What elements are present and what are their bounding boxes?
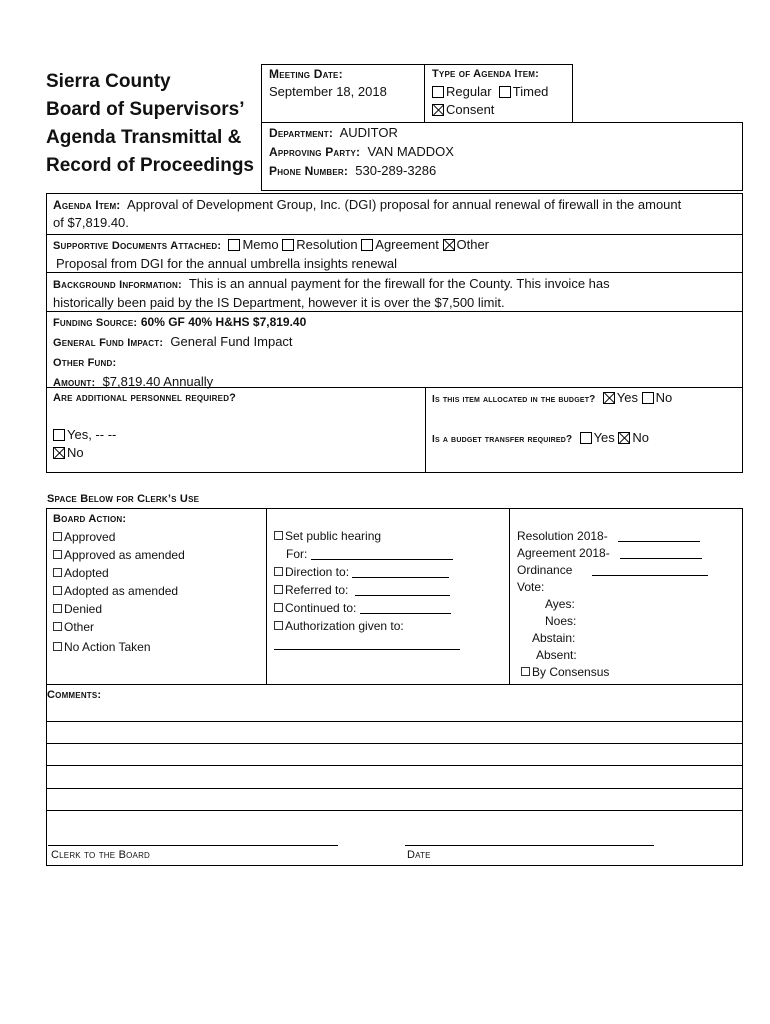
consent-checkbox[interactable] (432, 104, 444, 116)
personnel-yes-checkbox[interactable] (53, 429, 65, 441)
action-label: Approved (64, 530, 116, 544)
approved-checkbox[interactable] (53, 532, 62, 541)
resolution-label: Resolution (296, 237, 358, 252)
title-line: Sierra County (46, 71, 171, 92)
hearing-column (274, 527, 460, 653)
resolution-checkbox[interactable] (282, 239, 294, 251)
budget-section (432, 389, 672, 449)
set-hearing-checkbox[interactable] (274, 531, 283, 540)
date-signature-label: Date (407, 849, 431, 861)
regular-label: Regular (446, 84, 492, 99)
resolution-field[interactable] (618, 529, 700, 542)
action-approved[interactable] (53, 528, 185, 546)
other-fund-label: Other Fund: (53, 357, 117, 369)
no-action-checkbox[interactable] (53, 642, 62, 651)
comments-label: Comments: (47, 689, 102, 701)
noes-label: Noes: (545, 614, 577, 628)
timed-checkbox[interactable] (499, 86, 511, 98)
agreement-label: Agreement 2018- (517, 546, 610, 560)
transfer-no-label: No (632, 430, 650, 445)
date-signature-line[interactable] (405, 845, 654, 846)
continued-label: Continued to: (285, 601, 357, 615)
budget-allocated-label: Is this item allocated in the budget? (432, 394, 596, 405)
personnel-no-label: No (67, 445, 84, 460)
abstain-label: Abstain: (532, 631, 576, 645)
clerk-signature-label: Clerk to the Board (51, 849, 151, 861)
action-label: Denied (64, 602, 103, 616)
supportive-note: Proposal from DGI for the annual umbrella insights renewal (56, 256, 398, 271)
action-label: No Action Taken (64, 640, 151, 654)
consensus-checkbox[interactable] (521, 667, 530, 676)
title-line: Record of Proceedings (46, 155, 254, 176)
funding-source-value: 60% GF 40% H&HS $7,819.40 (140, 315, 307, 329)
board-action-label: Board Action: (53, 513, 127, 525)
personnel-no-checkbox[interactable] (53, 447, 65, 459)
budget-no-label: No (655, 390, 673, 405)
budget-yes-label: Yes (616, 390, 638, 405)
background-section (53, 275, 610, 312)
board-action-column (53, 511, 185, 656)
regular-checkbox[interactable] (432, 86, 444, 98)
clerk-use-label: Space Below for Clerk’s Use (47, 493, 200, 505)
action-other[interactable] (53, 618, 185, 636)
meeting-date-label: Meeting Date: (269, 67, 343, 81)
title-line: Board of Supervisors’ (46, 99, 245, 120)
budget-no-checkbox[interactable] (642, 392, 654, 404)
direction-checkbox[interactable] (274, 567, 283, 576)
form-title (46, 68, 261, 180)
agenda-item-section (53, 196, 681, 232)
continued-field[interactable] (360, 601, 451, 614)
ordinance-field[interactable] (592, 563, 708, 576)
agreement-checkbox[interactable] (361, 239, 373, 251)
agenda-type-section (432, 66, 548, 119)
department-label: Department: (269, 126, 334, 140)
budget-transfer-label: Is a budget transfer required? (432, 434, 573, 445)
phone-value: 530-289-3286 (355, 163, 437, 178)
agenda-item-label: Agenda Item: (53, 198, 121, 212)
amount-value: $7,819.40 Annually (102, 374, 214, 389)
approving-party-label: Approving Party: (269, 145, 361, 159)
phone-label: Phone Number: (269, 164, 349, 178)
consent-row (432, 101, 548, 119)
amount-label: Amount: (53, 377, 96, 389)
clerk-signature-line[interactable] (48, 845, 338, 846)
vote-column (517, 527, 708, 681)
personnel-label: Are additional personnel required? (53, 392, 237, 404)
funding-section (53, 313, 306, 392)
meeting-date-section (269, 66, 387, 101)
action-label: Approved as amended (64, 548, 185, 562)
other-checkbox[interactable] (443, 239, 455, 251)
supportive-docs-label: Supportive Documents Attached: (53, 240, 222, 252)
approving-party-value: VAN MADDOX (367, 144, 454, 159)
memo-checkbox[interactable] (228, 239, 240, 251)
transfer-yes-checkbox[interactable] (580, 432, 592, 444)
general-fund-impact-label: General Fund Impact: (53, 337, 164, 349)
direction-label: Direction to: (285, 565, 350, 579)
transfer-no-checkbox[interactable] (618, 432, 630, 444)
department-value: AUDITOR (339, 125, 398, 140)
agreement-label: Agreement (375, 237, 439, 252)
authorization-checkbox[interactable] (274, 621, 283, 630)
meeting-date-value: September 18, 2018 (269, 84, 387, 99)
referred-checkbox[interactable] (274, 585, 283, 594)
referred-label: Referred to: (285, 583, 349, 597)
other-action-checkbox[interactable] (53, 622, 62, 631)
consensus-label: By Consensus (532, 665, 610, 679)
for-label: For: (286, 547, 308, 561)
action-approved-amended[interactable] (53, 546, 185, 564)
adopted-amended-checkbox[interactable] (53, 586, 62, 595)
adopted-checkbox[interactable] (53, 568, 62, 577)
background-text: This is an annual payment for the firewall for the County. This invoice has (188, 276, 610, 291)
referred-field[interactable] (355, 583, 450, 596)
background-text-2: historically been paid by the IS Department, however it is over the $7,500 limit. (53, 295, 505, 310)
other-label: Other (456, 237, 490, 252)
vote-label: Vote: (517, 580, 545, 594)
action-no-action[interactable] (53, 638, 185, 656)
ayes-label: Ayes: (545, 597, 575, 611)
funding-source-label: Funding Source: (53, 317, 138, 329)
continued-checkbox[interactable] (274, 603, 283, 612)
absent-label: Absent: (536, 648, 577, 662)
consent-label: Consent (446, 102, 495, 117)
transfer-yes-label: Yes (593, 430, 615, 445)
action-adopted[interactable] (53, 564, 185, 582)
agenda-item-text-2: of $7,819.40. (53, 215, 129, 230)
agenda-type-row (432, 83, 548, 101)
action-label: Adopted (64, 566, 109, 580)
action-label: Other (64, 620, 95, 634)
memo-label: Memo (242, 237, 279, 252)
personnel-yes-label: Yes, -- -- (67, 427, 117, 442)
action-denied[interactable] (53, 600, 185, 618)
ordinance-label: Ordinance (517, 563, 573, 577)
for-field[interactable] (311, 547, 453, 560)
action-adopted-amended[interactable] (53, 582, 185, 600)
general-fund-impact-value: General Fund Impact (170, 334, 293, 349)
action-label: Adopted as amended (64, 584, 179, 598)
department-section (269, 124, 454, 180)
timed-label: Timed (512, 84, 549, 99)
agreement-field[interactable] (620, 546, 702, 559)
authorization-field[interactable] (274, 637, 460, 650)
personnel-section (53, 390, 236, 462)
supportive-docs-section (53, 236, 489, 273)
authorization-label: Authorization given to: (285, 619, 404, 633)
agenda-type-label: Type of Agenda Item: (432, 68, 540, 80)
approved-amended-checkbox[interactable] (53, 550, 62, 559)
denied-checkbox[interactable] (53, 604, 62, 613)
budget-yes-checkbox[interactable] (603, 392, 615, 404)
title-line: Agenda Transmittal & (46, 127, 242, 148)
resolution-label: Resolution 2018- (517, 529, 608, 543)
background-label: Background Information: (53, 279, 182, 291)
agenda-item-text: Approval of Development Group, Inc. (DGI) proposal for annual renewal of firewall in the amount (127, 197, 682, 212)
direction-field[interactable] (352, 565, 449, 578)
set-hearing-label: Set public hearing (285, 529, 382, 543)
